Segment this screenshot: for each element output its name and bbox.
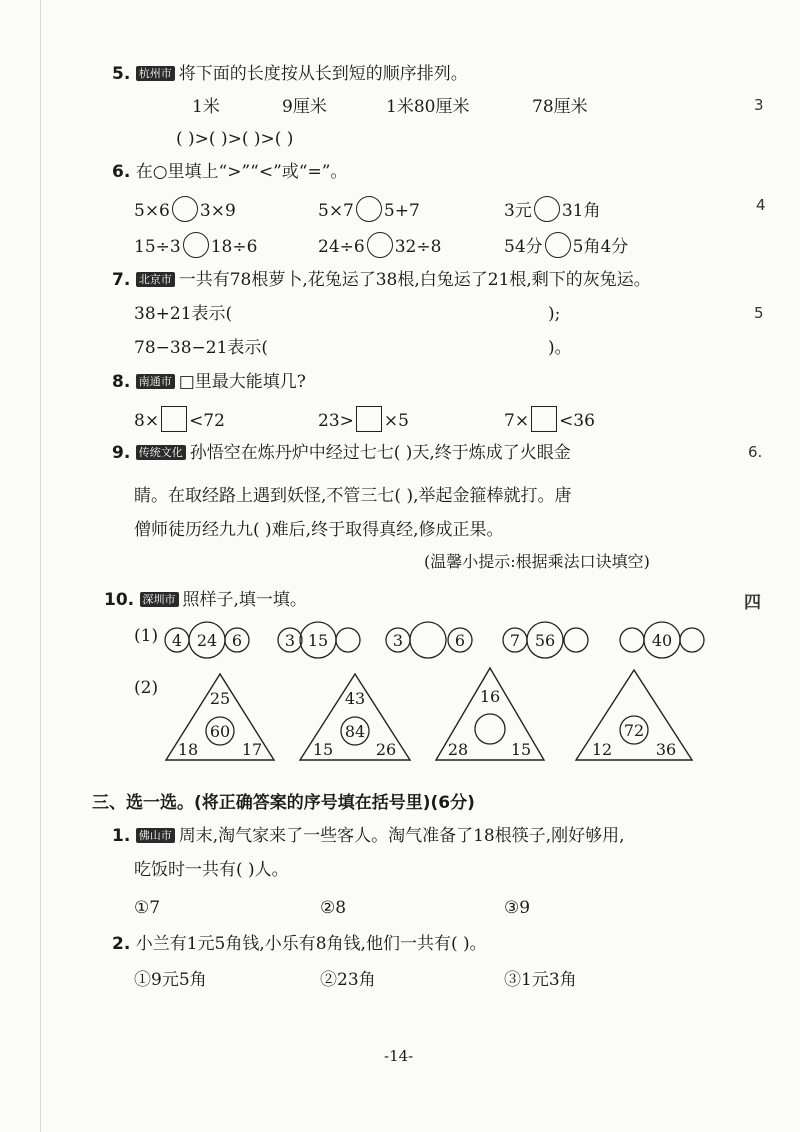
q5-item: 78厘米 (532, 97, 588, 117)
q7-line1-end: ); (548, 304, 561, 324)
q10-stem: 10. 深圳市 照样子,填一填。 (104, 590, 307, 610)
region-tag: 杭州市 (136, 66, 175, 81)
right-number: 15 (510, 740, 532, 759)
circle-number: 24 (196, 631, 218, 650)
region-tag: 佛山市 (136, 828, 175, 843)
center-circle[interactable] (475, 714, 505, 744)
region-tag: 深圳市 (140, 592, 179, 607)
q10-part1-label: (1) (134, 626, 159, 646)
choice2-option[interactable]: ①9元5角 (134, 970, 207, 990)
choice1-option[interactable]: ②8 (320, 898, 347, 918)
q6-compare: 3元 31角 (504, 196, 600, 223)
circle-number: 7 (509, 631, 521, 650)
choice1-line1: 1. 佛山市 周末,淘气家来了一些客人。淘气准备了18根筷子,刚好够用, (112, 826, 625, 846)
left-number: 28 (447, 740, 469, 759)
choice2-option[interactable]: ③1元3角 (504, 970, 577, 990)
region-tag: 南通市 (136, 374, 175, 389)
q5-item: 1米 (192, 97, 220, 117)
q6-stem: 6. 在○里填上“>”“<”或“=”。 (112, 162, 348, 182)
q5-item: 1米80厘米 (386, 97, 470, 117)
circle-number: 15 (307, 631, 329, 650)
circle-number: 4 (171, 631, 183, 650)
q7-stem: 7. 北京市 一共有78根萝卜,花兔运了38根,白兔运了21根,剩下的灰兔运。 (112, 270, 651, 290)
circle-group (503, 622, 588, 658)
q5-item: 9厘米 (282, 97, 327, 117)
section-heading: 三、选一选。(将正确答案的序号填在括号里)(6分) (92, 793, 475, 813)
q7-line2: 78−38−21表示( (134, 338, 269, 358)
choice1-option[interactable]: ③9 (504, 898, 531, 918)
triangle-figure (436, 668, 544, 760)
top-number: 16 (479, 687, 501, 706)
q9-line3: 僧师徒历经九九( )难后,终于取得真经,修成正果。 (134, 520, 504, 540)
left-number: 18 (177, 740, 199, 759)
choice1-option[interactable]: ①7 (134, 898, 161, 918)
small-circle[interactable] (620, 628, 644, 652)
q8-stem: 8. 南通市 □里最大能填几? (112, 372, 306, 392)
small-circle[interactable] (680, 628, 704, 652)
big-circle[interactable] (410, 622, 446, 658)
right-number: 17 (241, 740, 263, 759)
choice2-line1: 2. 小兰有1元5角钱,小乐有8角钱,他们一共有( )。 (112, 934, 487, 954)
q6-compare: 15÷3 18÷6 (134, 232, 257, 259)
margin-fragment: 4 (756, 196, 766, 214)
region-tag: 传统文化 (136, 445, 186, 460)
center-number: 84 (344, 722, 366, 741)
left-number: 15 (312, 740, 334, 759)
top-number: 43 (344, 689, 366, 708)
circle-group (386, 622, 472, 658)
q8-item: 23> ×5 (318, 406, 409, 433)
circle-group (165, 622, 249, 658)
q8-item: 8× <72 (134, 406, 225, 433)
q9-tip: (温馨小提示:根据乘法口诀填空) (424, 552, 650, 571)
margin-fragment: 3 (754, 96, 764, 114)
small-circle[interactable] (336, 628, 360, 652)
margin-fragment: 6. (748, 443, 763, 461)
region-tag: 北京市 (136, 272, 175, 287)
right-number: 36 (655, 740, 677, 759)
q9-line2: 睛。在取经路上遇到妖怪,不管三七( ),举起金箍棒就打。唐 (134, 486, 572, 506)
triangle-figure (166, 674, 274, 760)
circle-group (278, 622, 360, 658)
top-number: 25 (209, 689, 231, 708)
circle-number: 40 (651, 631, 673, 650)
q7-line2-end: )。 (548, 338, 572, 358)
circle-number: 6 (231, 631, 243, 650)
circle-number: 56 (534, 631, 556, 650)
circle-number: 6 (454, 631, 466, 650)
margin-fragment: 5 (754, 304, 764, 322)
left-number: 12 (591, 740, 613, 759)
right-number: 26 (375, 740, 397, 759)
center-number: 60 (209, 722, 231, 741)
circle-number: 3 (392, 631, 404, 650)
center-number: 72 (623, 721, 645, 740)
scan-edge (40, 0, 41, 1132)
triangle-figure (300, 674, 410, 760)
q6-compare: 5×6 3×9 (134, 196, 236, 223)
small-circle[interactable] (564, 628, 588, 652)
q7-line1: 38+21表示( (134, 304, 233, 324)
q5-stem: 5. 杭州市 将下面的长度按从长到短的顺序排列。 (112, 64, 468, 84)
choice1-line2: 吃饭时一共有( )人。 (134, 860, 289, 880)
q9-line1: 9. 传统文化 孙悟空在炼丹炉中经过七七( )天,终于炼成了火眼金 (112, 443, 571, 463)
q10-part2-label: (2) (134, 678, 159, 698)
choice2-option[interactable]: ②23角 (320, 970, 376, 990)
circle-number: 3 (284, 631, 296, 650)
circle-group (620, 622, 704, 658)
margin-fragment: 四 (744, 593, 761, 613)
q6-compare: 24÷6 32÷8 (318, 232, 441, 259)
q8-item: 7× <36 (504, 406, 595, 433)
triangle-figure (576, 670, 692, 760)
q6-compare: 5×7 5+7 (318, 196, 420, 223)
q5-order-blanks[interactable]: ( )>( )>( )>( ) (176, 129, 294, 149)
q6-compare: 54分 5角4分 (504, 232, 628, 259)
page-number: -14- (384, 1047, 414, 1065)
